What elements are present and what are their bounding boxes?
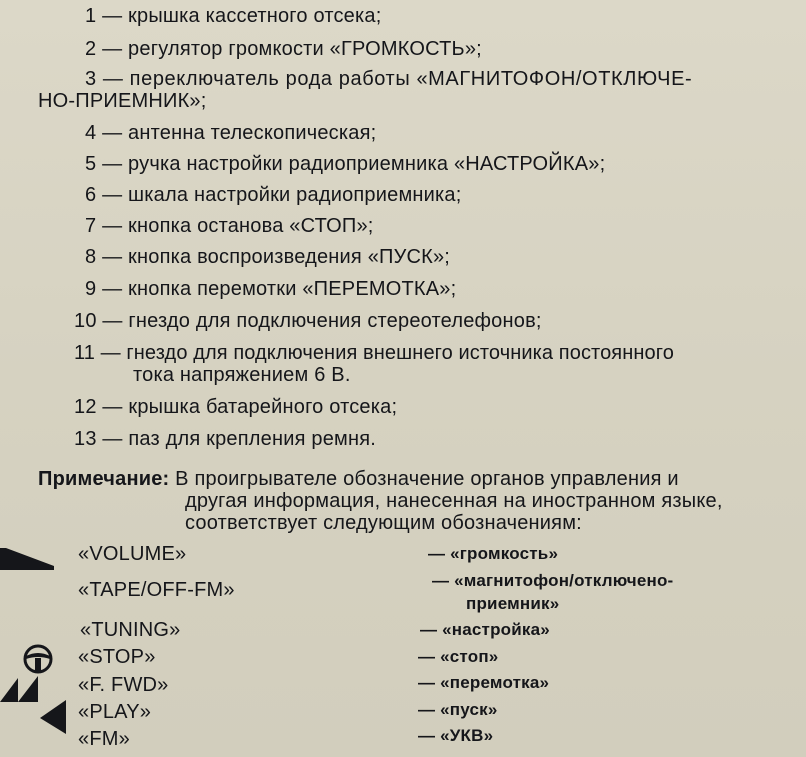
item-text: — регулятор громкости «ГРОМКОСТЬ»; [102,38,482,60]
legend-native: приемник» [466,594,560,613]
legend-foreign: «STOP» [78,646,156,668]
note-text: В проигрывателе обозначение органов управления и [175,468,679,490]
item-text: — гнездо для подключения стереотелефонов; [102,310,542,332]
item-number: 9 [85,278,97,300]
legend-foreign: «FM» [78,728,130,750]
item-text: тока напряжением 6 В. [133,364,351,386]
list-item [85,121,376,145]
legend-native: — «стоп» [418,647,499,666]
note-line: соответствует следующим обозначениям: [185,512,582,534]
item-number: 2 [85,38,97,60]
list-item [85,214,374,238]
list-item [74,395,397,419]
stop-wheel-icon [22,643,54,675]
legend-native: — «УКВ» [418,726,494,745]
item-number: 7 [85,215,97,237]
item-text: — кнопка воспроизведения «ПУСК»; [102,246,451,268]
item-text: — антенна телескопическая; [102,122,377,144]
note-first-line [38,467,679,491]
item-number: 8 [85,246,97,268]
list-item [85,37,482,61]
list-item [74,309,542,333]
item-text: — крышка батарейного отсека; [102,396,398,418]
legend-foreign: «VOLUME» [78,543,187,565]
item-text: — ручка настройки радиоприемника «НАСТРОЙКА»; [102,153,606,175]
item-number: 10 [74,310,97,332]
item-number: 1 [85,5,97,27]
legend-native: — «пуск» [418,700,498,719]
note-label: Примечание: [38,468,170,490]
play-icon [40,700,68,734]
item-number: 11 [74,342,95,364]
legend-foreign: «TAPE/OFF-FM» [78,579,235,601]
list-item [85,183,461,207]
list-item [85,277,456,301]
item-text: — переключатель рода работы «МАГНИТОФОН/ОТКЛЮЧЕ- [102,68,693,90]
item-text: — паз для крепления ремня. [102,428,377,450]
item-text: — гнездо для подключения внешнего источника постоянного [100,342,674,364]
item-number: 5 [85,153,97,175]
item-number: 13 [74,428,97,450]
list-item [85,4,381,28]
legend-native: — «настройка» [420,620,550,639]
item-number: 4 [85,122,97,144]
item-text: НО-ПРИЕМНИК»; [38,90,207,112]
item-text: — кнопка перемотки «ПЕРЕМОТКА»; [102,278,457,300]
item-number: 3 [85,68,97,90]
list-item [85,67,692,91]
item-text: — шкала настройки радиоприемника; [102,184,462,206]
item-text: — крышка кассетного отсека; [102,5,382,27]
list-item-continuation [133,363,351,387]
legend-foreign: «TUNING» [80,619,181,641]
legend-foreign: «PLAY» [78,701,152,723]
item-number: 6 [85,184,97,206]
item-text: — кнопка останова «СТОП»; [102,215,374,237]
item-number: 12 [74,396,97,418]
list-item-continuation [38,89,207,113]
fast-forward-icon [0,676,42,702]
list-item [85,245,450,269]
legend-native: — «громкость» [428,544,559,563]
note-line: другая информация, нанесенная на иностранном языке, [185,490,723,512]
legend-native: — «магнитофон/отключено- [432,571,674,590]
list-item [74,427,376,451]
legend-native: — «перемотка» [418,673,550,692]
legend-foreign: «F. FWD» [78,674,169,696]
volume-wedge-icon [0,548,54,570]
list-item [74,341,674,365]
list-item [85,152,605,176]
